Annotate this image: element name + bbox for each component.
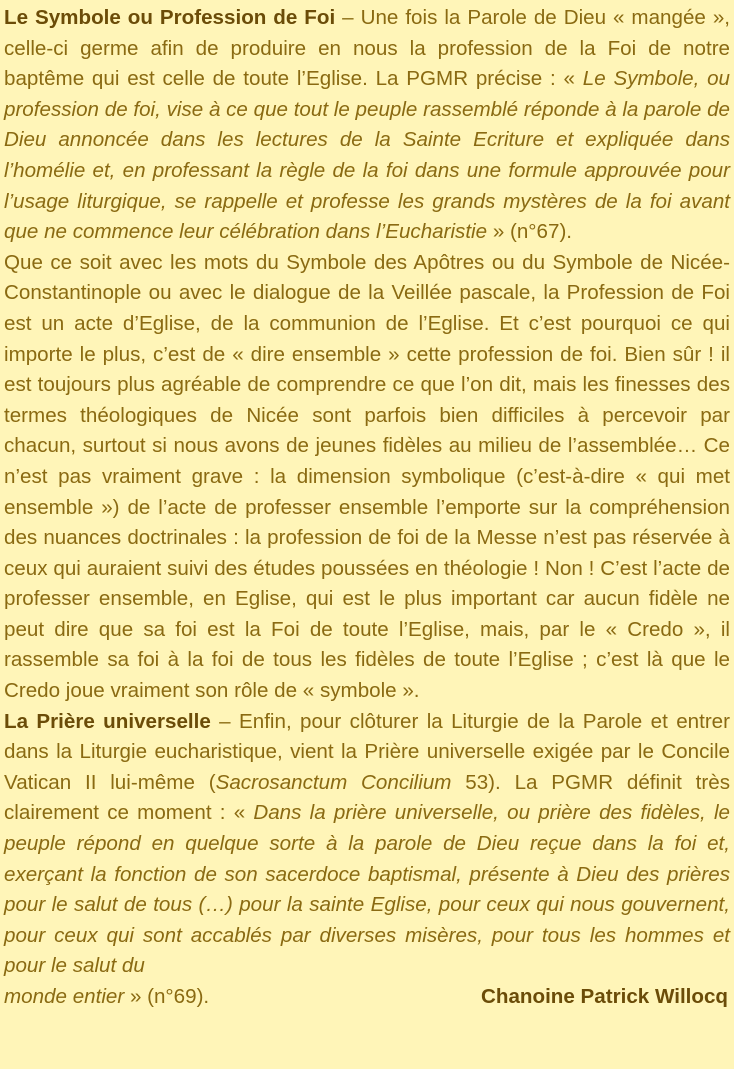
closing-line	[4, 982, 730, 1013]
symbole-paragraph	[4, 3, 730, 248]
symbole-reference: » (n°67).	[487, 220, 573, 244]
council-document-title: Sacrosanctum Concilium	[215, 770, 452, 794]
priere-heading: La Prière universelle	[4, 709, 211, 733]
priere-closing	[4, 982, 209, 1013]
priere-intro: – Enfin, pour clôturer la Liturgie de la Parole et entrer dans la Liturgie eucharistique, vient la Prière universelle exigée par le Concile Vatican II lui-même (	[4, 709, 730, 794]
priere-paragraph	[4, 707, 730, 982]
priere-quote-end: monde entier	[4, 985, 125, 1008]
priere-quote: Dans la prière universelle, ou prière des fidèles, le peuple répond en quelque sorte à la parole de Dieu reçue dans la foi et, exerçant la fonction de son sacerdoce baptismal, présente à Dieu des prières pour le salut de tous (…) pour la sainte Eglise, pour ceux qui nous gouvernent, pour ceux qui sont accablés par diverses misères, pour tous les hommes et pour le salut du	[4, 801, 730, 978]
symbole-intro: – Une fois la Parole de Dieu « mangée », celle-ci germe afin de produire en nous la profession de la Foi de notre baptême qui est celle de toute l’Eglise. La PGMR précise : «	[4, 6, 730, 91]
priere-reference: » (n°69).	[124, 985, 210, 1008]
author-signature: Chanoine Patrick Willocq	[481, 985, 728, 1008]
symbole-heading: Le Symbole ou Profession de Foi	[4, 6, 336, 29]
symbole-quote: Le Symbole, ou profession de foi, vise à ce que tout le peuple rassemblé réponde à la parole de Dieu annoncée dans les lectures de la Sainte Ecriture et expliquée dans l’homélie et, en professant la règle de la foi dans une formule approuvée pour l’usage liturgique, se rappelle et professe les grands mystères de la foi avant que ne commence leur célébration dans l’Eucharistie	[4, 67, 731, 244]
priere-after-doc: 53). La PGMR définit très clairement ce moment : «	[4, 770, 730, 825]
credo-paragraph: Que ce soit avec les mots du Symbole des Apôtres ou du Symbole de Nicée-Constantinople ou avec le dialogue de la Veillée pascale, la Profession de Foi est un acte d’Eglise, de la communion de l’Eglise. Et c’est pourquoi ce qui importe le plus, c’est de « dire ensemble » cette profession de foi. Bien sûr ! il est toujours plus agréable de comprendre ce que l’on dit, mais les finesses des termes théologiques de Nicée sont parfois bien difficiles à percevoir par chacun, surtout si nous avons de jeunes fidèles au milieu de l’assemblée… Ce n’est pas vraiment grave : la dimension symbolique (c’est-à-dire « qui met ensemble ») de l’acte de professer ensemble l’emporte sur la compréhension des nuances doctrinales : la profession de foi de la Messe n’est pas réservée à ceux qui auraient suivi des études poussées en théologie ! Non ! C’est l’acte de professer ensemble, en Eglise, qui est le plus important car aucun fidèle ne peut dire que sa foi est la Foi de toute l’Eglise, mais, par le « Credo », il rassemble sa foi à la foi de tous les fidèles de toute l’Eglise ; c’est là que le Credo joue vraiment son rôle de « symbole ».	[4, 250, 730, 703]
